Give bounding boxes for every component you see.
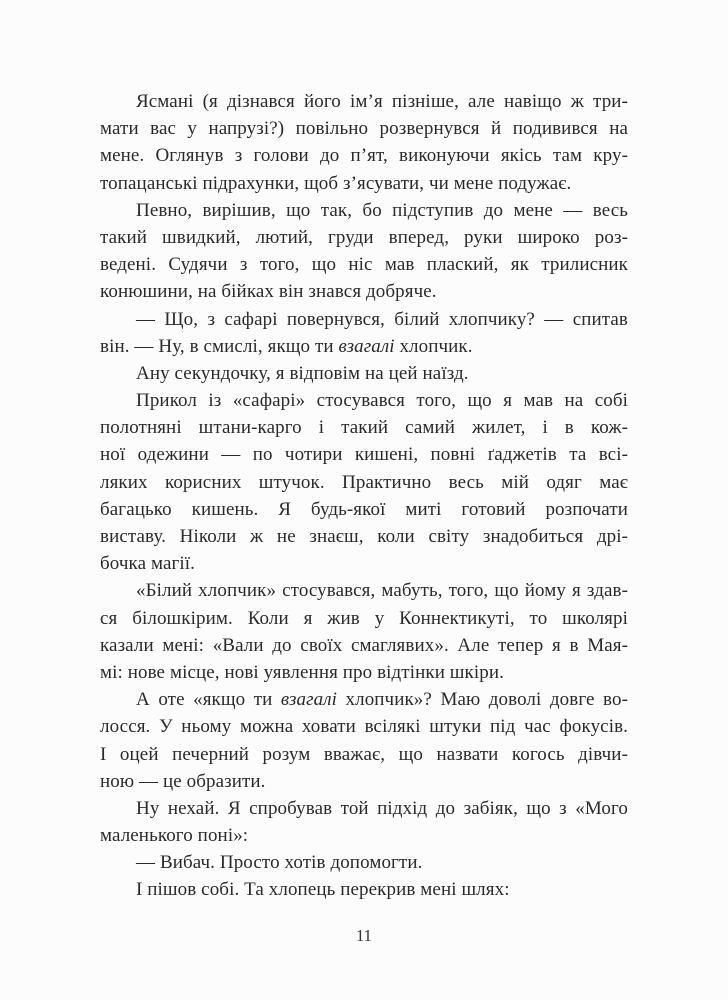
text-line — [100, 115, 628, 142]
text-block — [100, 88, 628, 904]
text-line — [100, 686, 628, 713]
text-run: Ясмані (я дізнався його ім’я пізніше, але навіщо ж три- — [136, 91, 628, 112]
text-line — [100, 713, 628, 740]
text-line — [100, 197, 628, 224]
text-run: він. — Ну, в смислі, якщо ти — [100, 335, 339, 357]
text-run: Прикол із «сафарі» стосувався того, що я мав на собі — [136, 390, 628, 412]
text-line — [100, 333, 628, 360]
text-run: маленького поні»: — [100, 825, 249, 847]
text-line — [100, 876, 628, 903]
text-line — [100, 849, 628, 876]
text-run: виставу. Ніколи ж не знаєш, коли світу знадобиться дрі- — [100, 526, 628, 547]
text-run: «Білий хлопчик» стосувався, мабуть, того, що йому я здав- — [136, 580, 628, 602]
text-line — [100, 414, 628, 441]
text-line — [100, 224, 628, 251]
text-run: казали мені: «Вали до своїх смаглявих». Але тепер я в Мая- — [100, 634, 628, 656]
text-line — [100, 88, 628, 115]
text-line — [100, 632, 628, 659]
text-run: Ану секундочку, я відповім на цей наїзд. — [136, 362, 469, 384]
text-run: такий швидкий, лютий, груди вперед, руки широко роз- — [100, 226, 628, 248]
text-run: І оцей печерний розум вважає, що назвати когось дівчи- — [100, 743, 628, 765]
text-run: ся білошкірим. Коли я жив у Коннектикуті, то школярі — [100, 607, 628, 629]
text-line — [100, 142, 628, 169]
text-run: — Що, з сафарі повернувся, білий хлопчику? — спитав — [136, 308, 628, 330]
text-run: І пішов собі. Та хлопець перекрив мені шлях: — [136, 879, 510, 901]
text-run: хлопчик»? Маю доволі довге во- — [337, 689, 628, 711]
text-line — [100, 822, 628, 849]
text-line — [100, 741, 628, 768]
text-run: ною — це образити. — [100, 770, 266, 792]
text-line — [100, 278, 628, 305]
text-line — [100, 605, 628, 632]
text-line — [100, 441, 628, 468]
text-run: — Вибач. Просто хотів допомогти. — [136, 852, 423, 874]
text-run: мене. Оглянув з голови до п’ят, виконуючи якісь там кру- — [100, 145, 628, 167]
text-line — [100, 251, 628, 278]
text-line — [100, 387, 628, 414]
text-run: Певно, вирішив, що так, бо підступив до мене — весь — [136, 199, 628, 221]
text-line — [100, 550, 628, 577]
text-run: ведені. Судячи з того, що ніс мав плаский, як трилисник — [100, 254, 628, 276]
text-run: конюшини, на бійках він знався добряче. — [100, 281, 437, 303]
text-line — [100, 577, 628, 604]
text-line — [100, 306, 628, 333]
text-run: полотняні штани-карго і такий самий жилет, і в кож- — [100, 417, 628, 439]
text-line — [100, 360, 628, 387]
text-run: лосся. У ньому можна ховати всілякі штуки під час фокусів. — [100, 716, 628, 738]
text-run: мати вас у напрузі?) повільно розвернувся й подивився на — [100, 118, 628, 140]
text-line — [100, 170, 628, 197]
italic-text-run: взагалі — [280, 689, 337, 711]
text-run: ляких корисних штучок. Практично весь мій одяг має — [100, 471, 628, 493]
text-line — [100, 469, 628, 496]
text-line — [100, 523, 628, 550]
text-run: бочка магії. — [100, 553, 195, 575]
text-run: топацанські підрахунки, щоб з’ясувати, чи мене подужає. — [100, 172, 572, 194]
text-run: ної одежини — по чотири кишені, повні ґаджетів та всі- — [100, 444, 628, 466]
text-run: мі: нове місце, нові уявлення про відтінки шкіри. — [100, 661, 504, 683]
text-run: багацько кишень. Я будь-якої миті готовий розпочати — [100, 498, 628, 520]
text-run: А оте «якщо ти — [136, 689, 281, 711]
italic-text-run: взагалі — [338, 335, 395, 357]
page-number: 11 — [356, 926, 372, 945]
text-line — [100, 795, 628, 822]
text-run: Ну нехай. Я спробував той підхід до забіяк, що з «Мого — [136, 797, 628, 819]
text-line — [100, 768, 628, 795]
text-line — [100, 496, 628, 523]
text-line — [100, 659, 628, 686]
text-run: хлопчик. — [394, 335, 473, 357]
